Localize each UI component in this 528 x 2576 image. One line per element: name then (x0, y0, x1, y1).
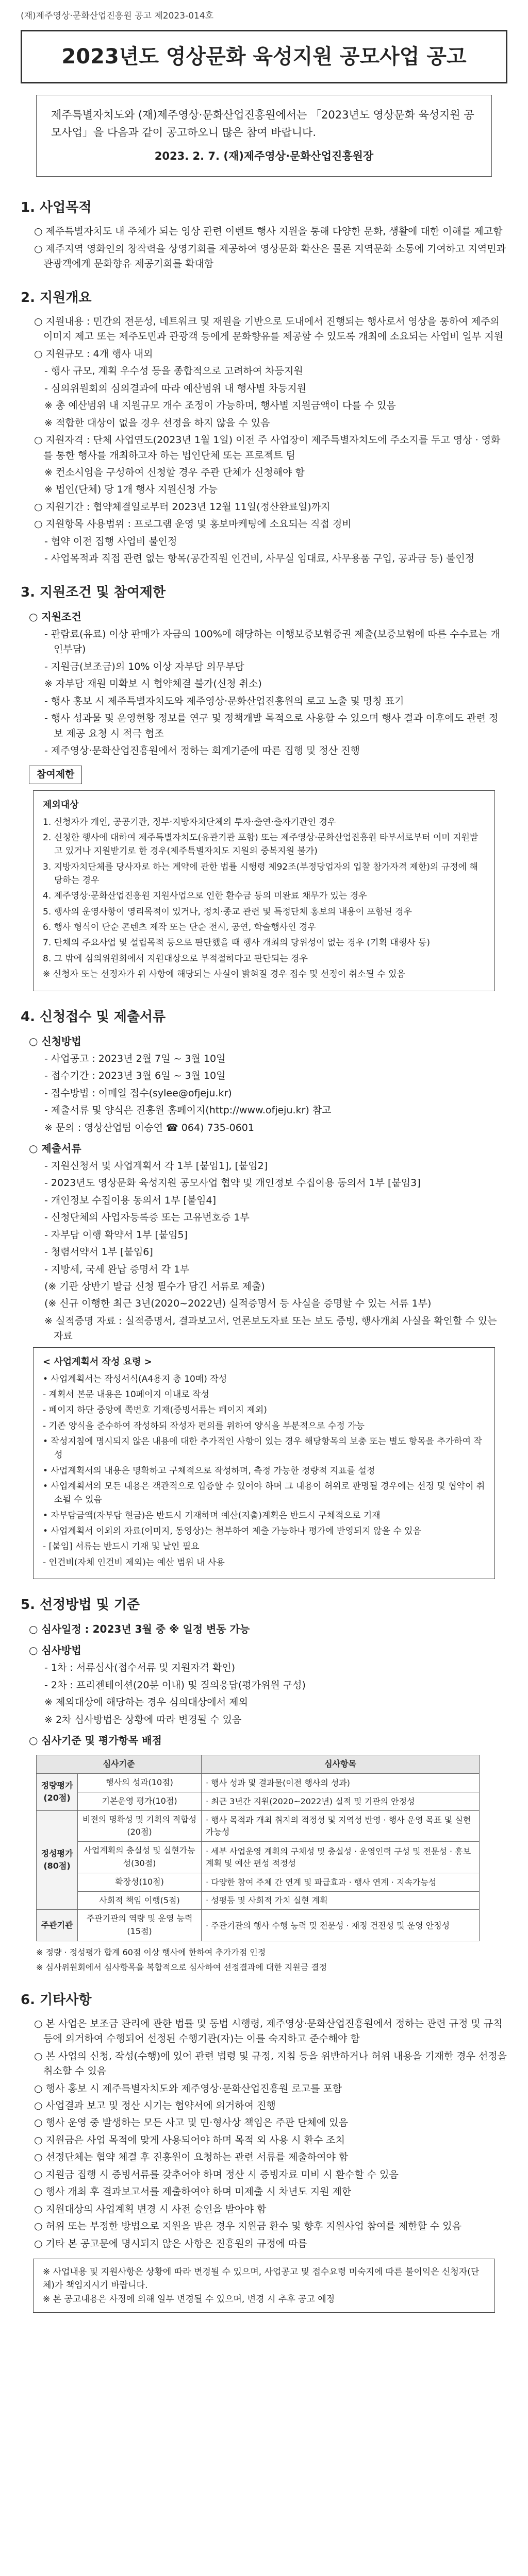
subsection-title: ○ 심사기준 및 평가항목 배점 (29, 1734, 162, 1747)
list-item: - 2023년도 영상문화 육성지원 공모사업 협약 및 개인정보 수집이용 동의서 1부 [붙임3] (44, 1177, 421, 1189)
section-title: 2. 지원개요 (21, 290, 92, 306)
section-title: 1. 사업목적 (21, 200, 92, 216)
list-item: - 행사 홍보 시 제주특별자치도와 제주영상·문화산업진흥원의 로고 노출 및 명칭 표기 (44, 695, 404, 707)
list-item: - 접수기간 : 2023년 3월 6일 ~ 3월 10일 (44, 1070, 226, 1082)
list-item: - 관람료(유료) 이상 판매가 자금의 100%에 해당하는 이행보증보험증권 제출(보증보험에 따른 수수료는 개인부담) (44, 628, 501, 655)
list-item: - 청렴서약서 1부 [붙임6] (44, 1246, 153, 1258)
table-cell-criterion: 주관기관의 역량 및 운영 능력(15점) (78, 1910, 202, 1941)
box-row: - [붙임] 서류는 반드시 기재 및 날인 필요 (43, 1541, 200, 1552)
list-item: ○ 지원금 집행 시 증빙서류를 갖추어야 하며 정산 시 증빙자료 미비 시 환수할 수 있음 (34, 2168, 399, 2180)
table-cell-criterion: 사업계획의 충실성 및 실현가능성(30점) (78, 1842, 202, 1873)
list-item: ※ 실적증명 자료 : 실적증명서, 결과보고서, 언론보도자료 또는 보도 증빙, 행사개최 사실을 확인할 수 있는 자료 (44, 1315, 497, 1342)
section-overview (21, 287, 507, 567)
table-header: 심사기준 (37, 1755, 202, 1774)
participation-limit-label: 참여제한 (29, 766, 82, 784)
list-item: - 2차 : 프리젠테이션(20분 이내) 및 질의응답(평가위원 구성) (44, 1679, 306, 1691)
list-item: ○ 제주특별자치도 내 주체가 되는 영상 관련 이벤트 행사 지원을 통해 다양한 문화, 생활에 대한 이해를 제고함 (34, 226, 503, 238)
list-item: ※ 법인(단체) 당 1개 행사 지원신청 가능 (44, 484, 218, 496)
list-item: ※ 문의 : 영상산업팀 이승연 ☎ 064) 735-0601 (44, 1122, 254, 1133)
list-item: ○ 선정단체는 협약 체결 후 진흥원이 요청하는 관련 서류를 제출하여야 함 (34, 2151, 349, 2163)
section-application (21, 1007, 507, 1580)
list-item: (※ 기관 상반기 발급 신청 필수가 담긴 서류로 제출) (44, 1281, 265, 1293)
section-title: 6. 기타사항 (21, 1992, 92, 2008)
announcement-title: 2023년도 영상문화 육성지원 공모사업 공고 (21, 30, 507, 83)
list-item: - 사업공고 : 2023년 2월 7일 ~ 3월 10일 (44, 1053, 226, 1064)
footer-notice: ※ 사업내용 및 지원사항은 상황에 따라 변경될 수 있으며, 사업공고 및 접수요령 미숙지에 따른 불이익은 신청자(단체)가 책임지시기 바랍니다. (43, 2266, 480, 2291)
section-title: 4. 신청접수 및 제출서류 (21, 1009, 166, 1025)
list-item: - 행사 규모, 계획 우수성 등을 종합적으로 고려하여 차등지원 (44, 365, 303, 377)
table-cell-category: 주관기관 (37, 1910, 78, 1941)
list-item: - 제주영상·문화산업진흥원에서 정하는 회계기준에 따른 집행 및 정산 진행 (44, 744, 360, 756)
box-row: 7. 단체의 주요사업 및 설립목적 등으로 판단했을 때 행사 개최의 당위성이 없는 경우 (기획 대행사 등) (43, 938, 430, 948)
box-row: 5. 행사의 운영사항이 영리목적이 있거나, 정치·종교 관련 및 특정단체 홍보의 내용이 포함된 경우 (43, 906, 412, 917)
subsection-title: ○ 심사방법 (29, 1644, 81, 1657)
table-cell-description: · 행사 성과 및 결과물(이전 행사의 성과) (202, 1774, 480, 1792)
exclusion-box (33, 790, 495, 991)
box-row: - 계획서 본문 내용은 10페이지 이내로 작성 (43, 1389, 209, 1400)
table-row (37, 1842, 480, 1873)
list-item: ※ 자부담 재원 미확보 시 협약체결 불가(신청 취소) (44, 678, 262, 690)
section-title: 5. 선정방법 및 기준 (21, 1597, 140, 1613)
list-item: ○ 사업결과 보고 및 정산 시기는 협약서에 의거하여 진행 (34, 2100, 276, 2112)
section-misc (21, 1990, 507, 2313)
box-row: ※ 신청자 또는 선정자가 위 사항에 해당되는 사실이 밝혀질 경우 접수 및 선정이 취소될 수 있음 (43, 969, 405, 980)
box-title: < 사업계획서 작성 요령 > (43, 1356, 152, 1367)
evaluation-table (36, 1755, 480, 1941)
box-row: 1. 신청자가 개인, 공공기관, 정부·지방자치단체의 투자·출연·출자기관인 경우 (43, 817, 336, 827)
table-cell-criterion: 기본운영 평가(10점) (78, 1792, 202, 1810)
list-item: ○ 행사 개최 후 결과보고서를 제출하여야 하며 미제출 시 차년도 지원 제한 (34, 2186, 352, 2198)
table-note: ※ 정량 · 정성평가 합계 60점 이상 행사에 한하여 추가가점 인정 (36, 1947, 266, 1957)
list-item: - 접수방법 : 이메일 접수(sylee@ofjeju.kr) (44, 1087, 232, 1099)
intro-text: 제주특별자치도와 (재)제주영상·문화산업진흥원에서는 「2023년도 영상문화 육성지원 공모사업」을 다음과 같이 공고하오니 많은 참여 바랍니다. (51, 109, 474, 139)
table-row (37, 1774, 480, 1792)
section-purpose (21, 197, 507, 272)
table-cell-category: 정성평가 (80점) (37, 1810, 78, 1910)
section-selection (21, 1595, 507, 1974)
list-item: - 행사 성과물 및 운영현황 정보를 연구 및 정책개발 목적으로 사용할 수 있으며 행사 결과 이후에도 관련 정보 제공 요청 시 적극 협조 (44, 713, 499, 739)
list-item: - 자부담 이행 확약서 1부 [붙임5] (44, 1229, 188, 1241)
list-item: - 지방세, 국세 완납 증명서 각 1부 (44, 1263, 190, 1275)
list-item: ○ 본 사업은 보조금 관리에 관한 법률 및 동법 시행령, 제주영상·문화산업진흥원에서 정하는 관련 규정 및 규칙 등에 의거하여 수행되어 선정된 수행기관(자)는 이를 숙지하고 준수해야 함 (34, 2018, 503, 2045)
table-cell-category: 정량평가 (20점) (37, 1774, 78, 1811)
subsection-title: ○ 신청방법 (29, 1035, 81, 1047)
intro-date: 2023. 2. 7. (재)제주영상·문화산업진흥원장 (154, 149, 374, 162)
box-row: • 사업계획서의 내용은 명확하고 구체적으로 작성하며, 측정 가능한 정량적 지표를 설정 (43, 1465, 375, 1476)
list-item: (※ 신규 이행한 최근 3년(2020~2022년) 실적증명서 등 사실을 증명할 수 있는 서류 1부) (44, 1298, 432, 1310)
subsection-title: ○ 제출서류 (29, 1142, 81, 1155)
table-cell-criterion: 비전의 명확성 및 기획의 적합성(20점) (78, 1810, 202, 1842)
table-cell-description: · 세부 사업운영 계획의 구체성 및 충실성 · 운영인력 구성 및 전문성 · 홍보 계획 및 예산 편성 적정성 (202, 1842, 480, 1873)
box-row: • 사업계획서는 작성서식(A4용지 총 10매) 작성 (43, 1374, 227, 1384)
list-item: ○ 본 사업의 신청, 작성(수행)에 있어 관련 법령 및 규정, 지침 등을 위반하거나 허위 내용을 기재한 경우 선정을 취소할 수 있음 (34, 2050, 507, 2077)
list-item: ○ 지원규모 : 4개 행사 내외 (34, 348, 153, 360)
footer-notice: ※ 본 공고내용은 사정에 의해 일부 변경될 수 있으며, 변경 시 추후 공고 예정 (43, 2294, 335, 2304)
list-item: ○ 허위 또는 부정한 방법으로 지원을 받은 경우 지원금 환수 및 향후 지원사업 참여를 제한할 수 있음 (34, 2221, 462, 2232)
list-item: - 신청단체의 사업자등록증 또는 고유번호증 1부 (44, 1212, 250, 1224)
box-title: 제외대상 (43, 799, 79, 810)
box-row: 3. 지방자치단체를 당사자로 하는 계약에 관한 법률 시행령 제92조(부정당업자의 입찰 참가자격 제한)의 규정에 해당하는 경우 (43, 861, 478, 886)
box-row: 2. 신청한 행사에 대하여 제주특별자치도(유관기관 포함) 또는 제주영상·문화산업진흥원 타부서로부터 이미 지원받고 있거나 지원받기로 한 경우(제주특별자치도 지원의 중복지원 불가) (43, 833, 478, 857)
table-cell-description: · 다양한 참여 주체 간 연계 및 파급효과 · 행사 연계 · 지속가능성 (202, 1873, 480, 1891)
list-item: ○ 지원기간 : 협약체결일로부터 2023년 12월 11일(정산완료일)까지 (34, 501, 331, 513)
list-item: ○ 기타 본 공고문에 명시되지 않은 사항은 진흥원의 규정에 따름 (34, 2238, 307, 2249)
subsection-title: ○ 심사일정 : 2023년 3월 중 ※ 일정 변동 가능 (29, 1623, 250, 1636)
list-item: - 1차 : 서류심사(접수서류 및 지원자격 확인) (44, 1662, 236, 1674)
box-row: 8. 그 밖에 심의위원회에서 지원대상으로 부적절하다고 판단되는 경우 (43, 953, 308, 964)
list-item: - 개인정보 수집이용 동의서 1부 [붙임4] (44, 1194, 217, 1206)
table-cell-criterion: 확장성(10점) (78, 1873, 202, 1891)
table-row (37, 1910, 480, 1941)
table-note: ※ 심사위원회에서 심사항목을 복합적으로 심사하여 선정결과에 대한 지원금 결정 (36, 1962, 327, 1972)
list-item: - 협약 이전 집행 사업비 불인정 (44, 535, 177, 547)
subsection-title: ○ 지원조건 (29, 610, 81, 623)
plan-guide-box (33, 1347, 495, 1579)
list-item: ○ 행사 홍보 시 제주특별자치도와 제주영상·문화산업진흥원 로고를 포함 (34, 2082, 342, 2094)
table-row (37, 1810, 480, 1842)
box-row: • 작성지침에 명시되지 않은 내용에 대한 추가적인 사항이 있는 경우 해당항목의 보충 또는 별도 항목을 추가하여 작성 (43, 1436, 482, 1461)
list-item: ○ 제주지역 영화인의 창작력을 상영기회를 제공하여 영상문화 확산은 물론 지역문화 소통에 기여하고 지역민과 관광객에게 문화향유 제공기회를 확대함 (34, 243, 506, 270)
list-item: - 심의위원회의 심의결과에 따라 예산범위 내 행사별 차등지원 (44, 382, 306, 394)
list-item: ○ 지원항목 사용범위 : 프로그램 운영 및 홍보마케팅에 소요되는 직접 경비 (34, 518, 352, 530)
list-item: ○ 행사 운영 중 발생하는 모든 사고 및 민·형사상 책임은 주관 단체에 있음 (34, 2117, 349, 2129)
box-row: - 페이지 하단 중앙에 쪽번호 기재(증빙서류는 페이지 제외) (43, 1405, 267, 1416)
list-item: ※ 컨소시엄을 구성하여 신청할 경우 주관 단체가 신청해야 함 (44, 466, 305, 478)
list-item: - 제출서류 및 양식은 진흥원 홈페이지(http://www.ofjeju.kr) 참고 (44, 1105, 332, 1116)
list-item: ○ 지원내용 : 민간의 전문성, 네트워크 및 재원을 기반으로 도내에서 진행되는 행사로서 영상을 통하여 제주의 이미지 제고 또는 제주도민과 관광객 등에게 문화향유를 제공할 수 있도록 개최에 소요되는 사업비 일부 지원 (34, 316, 504, 343)
list-item: ○ 지원대상의 사업계획 변경 시 사전 승인을 받아야 함 (34, 2203, 267, 2215)
box-row: - 기존 양식을 준수하여 작성하되 작성자 편의를 위하여 양식을 부분적으로 수정 가능 (43, 1420, 365, 1431)
list-item: - 사업목적과 직접 관련 없는 항목(공간직원 인건비, 사무실 임대료, 사무용품 구입, 공과금 등) 불인정 (44, 553, 475, 565)
list-item: - 지원금(보조금)의 10% 이상 자부담 의무부담 (44, 660, 244, 672)
section-conditions (21, 582, 507, 991)
list-item: ※ 2차 심사방법은 상황에 따라 변경될 수 있음 (44, 1714, 242, 1725)
list-item: ○ 지원자격 : 단체 사업연도(2023년 1월 1일) 이전 주 사업장이 제주특별자치도에 주소지를 두고 영상 · 영화를 통한 행사를 개최하고자 하는 법인단체 또는 프로젝트 팀 (34, 434, 501, 461)
box-row: 4. 제주영상·문화산업진흥원 지원사업으로 인한 환수금 등의 미완료 채무가 있는 경우 (43, 891, 367, 902)
section-title: 3. 지원조건 및 참여제한 (21, 584, 166, 600)
footer-notice-box (33, 2259, 495, 2313)
table-row (37, 1792, 480, 1810)
table-row (37, 1891, 480, 1910)
intro-box (36, 95, 492, 177)
box-row: - 인건비(자체 인건비 제외)는 예산 범위 내 사용 (43, 1557, 225, 1568)
table-cell-criterion: 사회적 책임 이행(5점) (78, 1891, 202, 1910)
table-cell-description: · 행사 목적과 개최 취지의 적정성 및 지역성 반영 · 행사 운영 목표 및 실현 가능성 (202, 1810, 480, 1842)
box-row: • 사업계획서의 모든 내용은 객관적으로 입증할 수 있어야 하며 그 내용이 허위로 판명될 경우에는 선정 및 협약이 취소될 수 있음 (43, 1481, 485, 1505)
table-cell-criterion: 행사의 성과(10점) (78, 1774, 202, 1792)
box-row: 6. 행사 형식이 단순 콘텐츠 제작 또는 단순 전시, 공연, 학술행사인 경우 (43, 922, 316, 933)
list-item: ※ 적합한 대상이 없을 경우 선정을 하지 않을 수 있음 (44, 417, 270, 429)
box-row: • 자부담금액(자부담 현금)은 반드시 기재하며 예산(지출)계획은 반드시 구체적으로 기재 (43, 1510, 381, 1521)
table-cell-description: · 성평등 및 사회적 가치 실현 계획 (202, 1891, 480, 1910)
document-reference: (재)제주영상·문화산업진흥원 공고 제2023-014호 (21, 11, 214, 21)
list-item: ○ 지원금은 사업 목적에 맞게 사용되어야 하며 목적 외 사용 시 환수 조치 (34, 2134, 345, 2146)
table-header: 심사항목 (202, 1755, 480, 1774)
table-cell-description: · 주관기관의 행사 수행 능력 및 전문성 · 재정 건전성 및 운영 안정성 (202, 1910, 480, 1941)
table-row (37, 1873, 480, 1891)
list-item: - 지원신청서 및 사업계획서 각 1부 [붙임1], [붙임2] (44, 1160, 268, 1172)
list-item: ※ 총 예산범위 내 지원규모 개수 조정이 가능하며, 행사별 지원금액이 다를 수 있음 (44, 400, 396, 412)
list-item: ※ 제외대상에 해당하는 경우 심의대상에서 제외 (44, 1697, 248, 1708)
box-row: • 사업계획서 이외의 자료(이미지, 동영상)는 첨부하여 제출 가능하나 평가에 반영되지 않을 수 있음 (43, 1526, 421, 1537)
table-cell-description: · 최근 3년간 지원(2020~2022년) 실적 및 기관의 안정성 (202, 1792, 480, 1810)
